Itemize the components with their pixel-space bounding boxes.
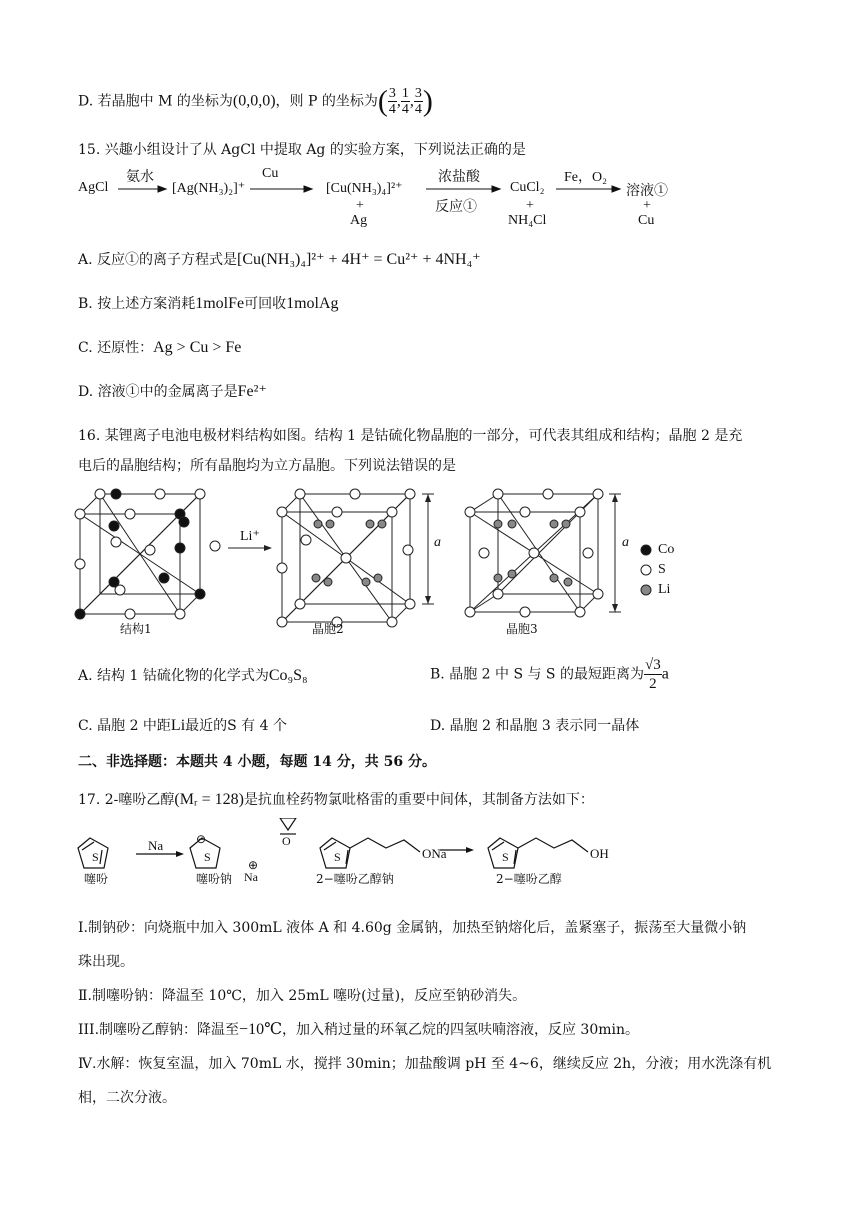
- q14-option-d: D. 若晶胞中 M 的坐标为(0,0,0)，则 P 的坐标为( $\frac{3}{4}$ , $\frac{1}{4}$ , $\frac{3}{4}$ ): [78, 84, 433, 118]
- q16-crystal-figure: [60, 478, 700, 640]
- arrow1-label: 氨水: [126, 170, 154, 185]
- legend-co: Co: [658, 542, 675, 557]
- scheme-nh4cl: NH₄Cl: [508, 213, 547, 228]
- arrow4-label: Fe，O₂: [564, 170, 607, 185]
- q16-stem-line1: 16. 某锂离子电池电极材料结构如图。结构 1 是钴硫化物晶胞的一部分，可代表其组成和结构；晶胞 2 是充: [78, 428, 743, 444]
- label-thienyl-ethanol: 2−噻吩乙醇: [496, 872, 562, 886]
- q16-option-c[interactable]: C. 晶胞 2 中距Li最近的S 有 4 个: [78, 717, 287, 734]
- thiophene-S-2: S: [204, 850, 211, 864]
- q15-stem: 15. 兴趣小组设计了从 AgCl 中提取 Ag 的实验方案，下列说法正确的是: [78, 142, 526, 158]
- oh-group: OH: [590, 846, 609, 861]
- ona-group: ONa: [422, 846, 447, 861]
- q14-d-m-coord: (0,0,0): [232, 92, 276, 110]
- thiophene-S-3: S: [334, 850, 341, 864]
- cap-cell3: 晶胞3: [506, 622, 538, 636]
- q15-option-a[interactable]: [78, 250, 481, 270]
- section2-heading: 二、非选择题：本题共 4 小题，每题 14 分，共 56 分。: [78, 754, 436, 770]
- scheme-cu-complex: [Cu(NH₃)₄]²⁺: [326, 181, 403, 196]
- cap-cell2: 晶胞2: [312, 622, 344, 636]
- minus-charge: ⊖: [196, 832, 207, 846]
- label-thiophene-na: 噻吩钠: [196, 872, 233, 886]
- q15-option-c[interactable]: C. 还原性：Ag > Cu > Fe: [78, 339, 242, 356]
- scheme-agcl: AgCl: [78, 180, 109, 195]
- dim-a-cell3: a: [622, 535, 629, 550]
- thiophene-S-1: S: [92, 850, 99, 864]
- dim-a-cell2: a: [434, 535, 441, 550]
- q17-step4-line2: 相，二次分液。: [78, 1090, 176, 1106]
- scheme-cu: Cu: [638, 213, 655, 228]
- arrow3-top-label: 浓盐酸: [438, 170, 480, 185]
- scheme-cucl2: CuCl₂: [510, 180, 545, 195]
- q14-d-mid: ，则 P 的坐标为: [275, 93, 378, 110]
- q15-a-prefix: A. 反应①的离子方程式是: [78, 252, 238, 268]
- p-x-fraction: $\frac{3}{4}$: [388, 86, 396, 117]
- q16-option-b[interactable]: B. 晶胞 2 中 S 与 S 的最短距离为 $\frac{√3}{2}$ a: [430, 657, 669, 692]
- sodium-ion: Na: [244, 870, 258, 884]
- p-y-fraction: $\frac{1}{4}$: [401, 86, 409, 117]
- p-z-fraction: $\frac{3}{4}$: [414, 86, 422, 117]
- label-thienyl-ethoxide: 2−噻吩乙醇钠: [316, 872, 394, 886]
- plus-charge: ⊕: [248, 858, 259, 872]
- scheme-plus1: +: [356, 198, 364, 213]
- scheme-plus3: +: [643, 198, 651, 213]
- q16-option-a[interactable]: A. 结构 1 钴硫化物的化学式为Co₉S₈: [78, 667, 308, 684]
- legend-s: S: [658, 562, 666, 577]
- reagent-na: Na: [148, 838, 164, 853]
- arrow-li-label: Li⁺: [240, 529, 260, 544]
- q15-option-d[interactable]: D. 溶液①中的金属离子是Fe²⁺: [78, 383, 267, 400]
- sqrt3-over-2: $\frac{√3}{2}$: [644, 657, 661, 692]
- legend-li: Li: [658, 582, 671, 597]
- q17-stem: 17. 2-噻吩乙醇(Mᵣ = 128)是抗血栓药物氯吡格雷的重要中间体，其制备方法如下：: [78, 791, 594, 808]
- scheme-arrows: [0, 0, 860, 240]
- epoxide-O: O: [282, 834, 291, 848]
- scheme-solution1: 溶液①: [626, 184, 668, 199]
- thiophene-S-4: S: [502, 850, 509, 864]
- scheme-plus2: +: [526, 198, 534, 213]
- arrow3-bottom-label: 反应①: [435, 200, 477, 215]
- q17-step1-line1: I.制钠砂：向烧瓶中加入 300mL 液体 A 和 4.60g 金属钠，加热至钠熔化后，盖紧塞子，振荡至大量微小钠: [78, 920, 747, 936]
- q17-step1-line2: 珠出现。: [78, 954, 134, 970]
- q15-a-equation: [Cu(NH₃)₄]²⁺ + 4H⁺ = Cu²⁺ + 4NH₄⁺: [237, 251, 481, 268]
- q17-step2: Ⅱ.制噻吩钠：降温至 10℃，加入 25mL 噻吩(过量)，反应至钠砂消失。: [78, 988, 527, 1004]
- q17-step3: III.制噻吩乙醇钠：降温至−10℃，加入稍过量的环氧乙烷的四氢呋喃溶液，反应 30min。: [78, 1021, 640, 1038]
- q14-d-prefix: D. 若晶胞中 M 的坐标为: [78, 93, 233, 110]
- label-thiophene: 噻吩: [84, 872, 109, 886]
- q16-stem-line2: 电后的晶胞结构；所有晶胞均为立方晶胞。下列说法错误的是: [78, 458, 456, 474]
- scheme-ag-complex: [Ag(NH₃)₂]⁺: [172, 181, 246, 196]
- arrow2-label: Cu: [262, 166, 279, 181]
- cap-structure1: 结构1: [120, 622, 152, 636]
- q16-option-d[interactable]: D. 晶胞 2 和晶胞 3 表示同一晶体: [430, 718, 640, 734]
- q15-option-b[interactable]: B. 按上述方案消耗1molFe可回收1molAg: [78, 295, 339, 312]
- q17-step4-line1: Ⅳ.水解：恢复室温，加入 70mL 水，搅拌 30min；加盐酸调 pH 至 4~6，继续反应 2h，分液；用水洗涤有机: [78, 1056, 772, 1072]
- scheme-ag: Ag: [350, 213, 368, 228]
